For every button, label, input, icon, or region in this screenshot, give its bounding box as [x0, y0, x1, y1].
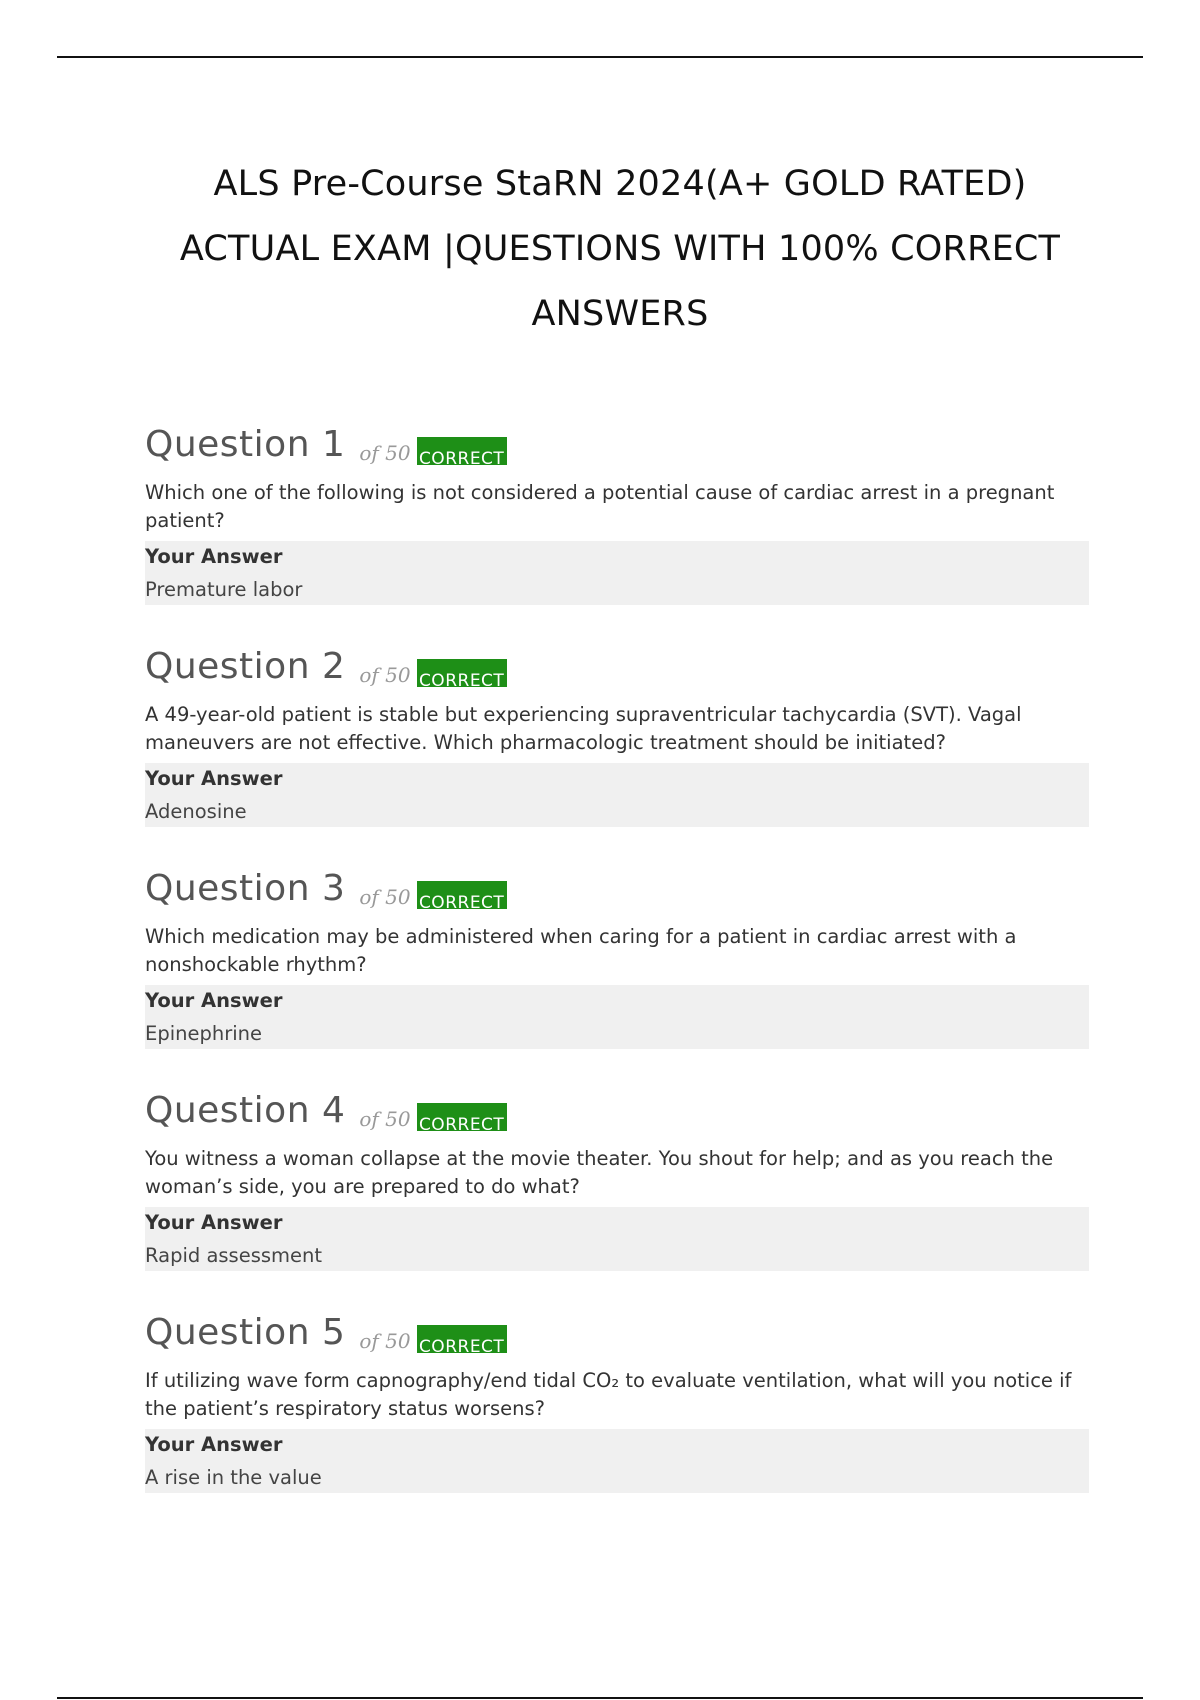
title-line: ANSWERS [531, 294, 709, 334]
question-heading [145, 867, 1089, 923]
answer-box [145, 763, 1089, 827]
title-line: ALS Pre-Course StaRN 2024(A+ GOLD RATED) [213, 164, 1027, 204]
answer-value: A rise in the value [145, 1466, 322, 1489]
question-heading [145, 423, 1089, 479]
question-block [145, 645, 1089, 867]
answer-box [145, 541, 1089, 605]
answer-label: Your Answer [145, 1211, 283, 1234]
question-block [145, 1089, 1089, 1311]
question-heading [145, 1089, 1089, 1145]
answer-label: Your Answer [145, 989, 283, 1012]
answer-value: Rapid assessment [145, 1244, 323, 1267]
question-text: Which one of the following is not considered a potential cause of cardiac arrest in a pregnant patient? [145, 481, 1055, 532]
correct-badge: CORRECT [417, 1103, 507, 1131]
question-block [145, 423, 1089, 645]
correct-badge: CORRECT [417, 659, 507, 687]
question-of-total: of 50 [359, 663, 411, 687]
answer-box [145, 1429, 1089, 1493]
question-text: A 49-year-old patient is stable but experiencing supraventricular tachycardia (SVT). Vagal maneuvers are not effective. Which pharmacologic treatment should be initiated? [145, 703, 1022, 754]
question-list [145, 423, 1089, 1533]
question-number: Question 2 [145, 646, 346, 687]
question-block [145, 1311, 1089, 1533]
question-of-total: of 50 [359, 441, 411, 465]
question-text: Which medication may be administered when caring for a patient in cardiac arrest with a nonshockable rhythm? [145, 925, 1017, 976]
answer-label: Your Answer [145, 767, 283, 790]
bottom-divider [57, 1697, 1143, 1699]
correct-badge: CORRECT [417, 437, 507, 465]
top-divider [57, 56, 1143, 58]
question-text: If utilizing wave form capnography/end tidal CO₂ to evaluate ventilation, what will you notice if the patient’s respiratory status worsens? [145, 1369, 1072, 1420]
question-number: Question 1 [145, 424, 346, 465]
question-of-total: of 50 [359, 1107, 411, 1131]
document-title [120, 152, 1120, 347]
title-line: ACTUAL EXAM |QUESTIONS WITH 100% CORRECT [179, 229, 1061, 269]
answer-label: Your Answer [145, 1433, 283, 1456]
question-heading [145, 1311, 1089, 1367]
answer-box [145, 1207, 1089, 1271]
answer-value: Epinephrine [145, 1022, 262, 1045]
question-number: Question 5 [145, 1312, 346, 1353]
answer-value: Premature labor [145, 578, 303, 601]
correct-badge: CORRECT [417, 1325, 507, 1353]
question-number: Question 3 [145, 868, 346, 909]
question-of-total: of 50 [359, 885, 411, 909]
question-number: Question 4 [145, 1090, 346, 1131]
answer-label: Your Answer [145, 545, 283, 568]
answer-value: Adenosine [145, 800, 247, 823]
question-block [145, 867, 1089, 1089]
answer-box [145, 985, 1089, 1049]
question-of-total: of 50 [359, 1329, 411, 1353]
question-heading [145, 645, 1089, 701]
question-text: You witness a woman collapse at the movie theater. You shout for help; and as you reach the woman’s side, you are prepared to do what? [145, 1147, 1054, 1198]
correct-badge: CORRECT [417, 881, 507, 909]
